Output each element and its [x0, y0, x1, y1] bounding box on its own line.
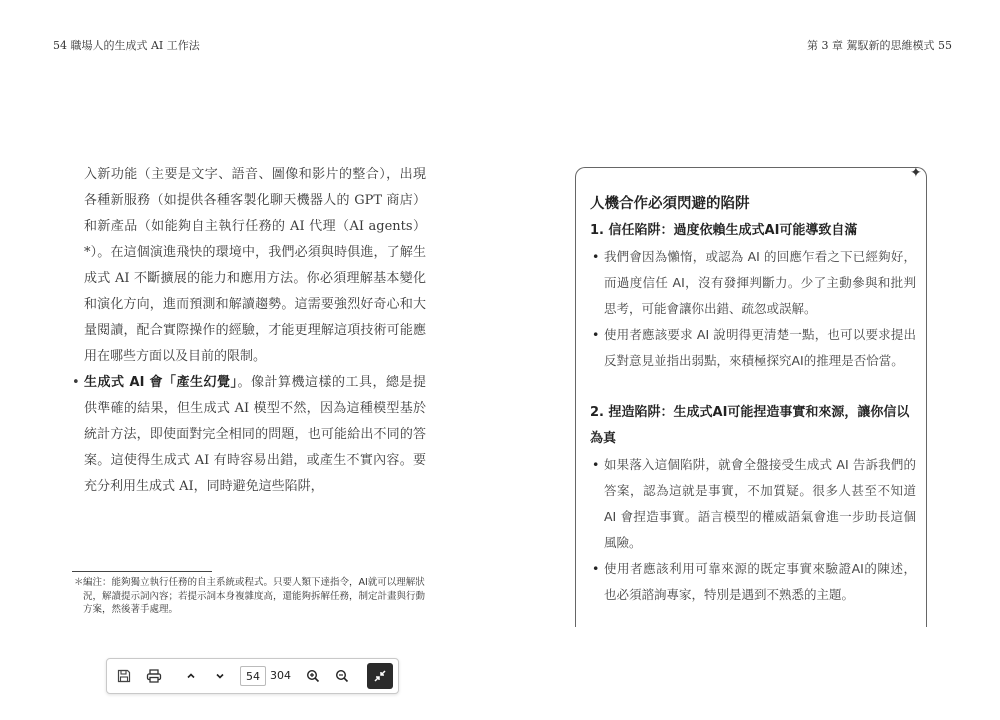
footnote [74, 576, 430, 617]
sidebar-box [575, 167, 927, 627]
footnote-rule [72, 571, 212, 572]
spacer [590, 374, 916, 400]
bullet-bold-lead: 生成式 AI 會「產生幻覺」 [84, 375, 238, 390]
bullet-text: 我們會因為懶惰，或認為 AI 的回應乍看之下已經夠好，而過度信任 AI，沒有發揮判斷力。少了主動參與和批判思考，可能會讓你出錯、疏忽或誤解。 [604, 249, 916, 316]
bullet-dot: • [592, 327, 600, 342]
previous-page-button[interactable] [179, 664, 203, 688]
viewer-toolbar [106, 658, 399, 694]
bullet-text: 如果落入這個陷阱，就會全盤接受生成式 AI 告訴我們的答案，認為這就是事實，不加質疑。很多人甚至不知道 AI 會捏造事實。語言模型的權威語氣會進一步助長這個風險。 [604, 457, 916, 550]
sidebar-title: 人機合作必須閃避的陷阱 [590, 196, 750, 212]
sidebar-bullet [590, 556, 916, 608]
sparkle-icon: ✦ [910, 165, 922, 181]
zoom-in-button[interactable] [301, 664, 325, 688]
total-pages: 304 [270, 669, 291, 682]
left-page-body [72, 162, 426, 500]
page-header-right: 第 3 章 駕馭新的思維模式 55 [807, 39, 952, 52]
bullet-text: 。像計算機這樣的工具，總是提供準確的結果，但生成式 AI 模型不然，因為這種模型基於統計方法，即使面對完全相同的問題，也可能給出不同的答案。這使得生成式 AI 有時容易出錯，或產生不實內容。要充分利用生成式 AI，同時避免這些陷阱， [84, 375, 426, 494]
zoom-out-button[interactable] [330, 664, 354, 688]
save-icon [117, 669, 131, 683]
sidebar-bullet [590, 244, 916, 322]
page-number-input[interactable]: 54 [240, 666, 266, 686]
footnote-mark: ＊ [74, 577, 84, 588]
collapse-icon [373, 669, 387, 683]
sidebar-content [590, 218, 916, 608]
bullet-dot: • [72, 375, 80, 390]
footnote-text: 編注：能夠獨立執行任務的自主系統或程式。只要人類下達指令，AI就可以理解狀況，解讀提示詞內容；若提示詞本身複雜度高，還能夠拆解任務，制定計畫與行動方案，然後著手處理。 [83, 577, 426, 615]
sidebar-bullet [590, 322, 916, 374]
collapse-button[interactable] [367, 663, 393, 689]
print-button[interactable] [142, 664, 166, 688]
body-paragraph: 入新功能（主要是文字、語音、圖像和影片的整合），出現各種新服務（如提供各種客製化聊天機器人的 GPT 商店）和新產品（如能夠自主執行任務的 AI 代理（AI agents）*）。在這個演進飛快的環境中，我們必須與時俱進，了解生成式 AI 不斷擴展的能力和應用方法。你必須理解基本變化和演化方向，進而預測和解讀趨勢。這需要強烈好奇心和大量閱讀，配合實際操作的經驗，才能更理解這項技術可能應用在哪些方面以及目前的限制。 [84, 167, 426, 364]
next-page-button[interactable] [208, 664, 232, 688]
bullet-dot: • [592, 457, 600, 472]
section-heading: 2. 捏造陷阱：生成式AI可能捏造事實和來源，讓你信以為真 [590, 405, 910, 446]
sidebar-bullet [590, 452, 916, 556]
save-button[interactable] [112, 664, 136, 688]
bullet-text: 使用者應該要求 AI 說明得更清楚一點，也可以要求提出反對意見並指出弱點，來積極探究AI的推理是否恰當。 [604, 327, 916, 368]
section-heading: 1. 信任陷阱：過度依賴生成式AI可能導致自滿 [590, 223, 858, 238]
bullet-text: 使用者應該利用可靠來源的既定事實來驗證AI的陳述，也必須諮詢專家，特別是遇到不熟悉的主題。 [604, 561, 916, 602]
print-icon [146, 669, 162, 683]
zoom-out-icon [335, 669, 349, 683]
page-header-left: 54 職場人的生成式 AI 工作法 [53, 39, 200, 52]
body-bullet [72, 370, 426, 500]
chevron-down-icon [214, 670, 226, 682]
zoom-in-icon [306, 669, 320, 683]
bullet-dot: • [592, 249, 600, 264]
chevron-up-icon [185, 670, 197, 682]
bullet-dot: • [592, 561, 600, 576]
